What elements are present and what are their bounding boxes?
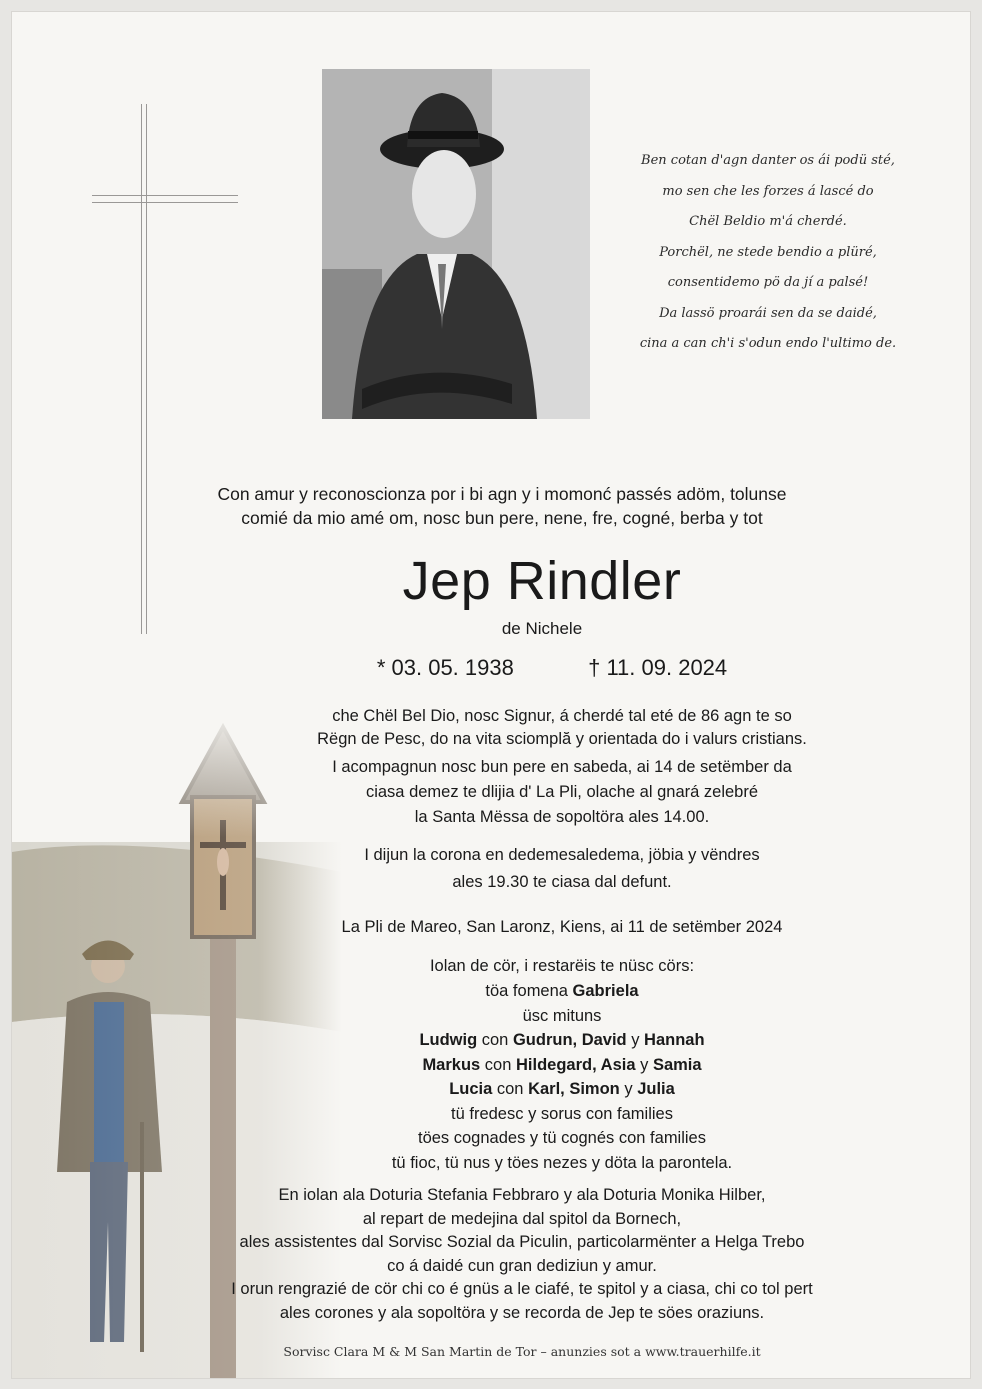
portrait-photo — [322, 69, 590, 419]
family-head: Iolan de cör, i restarëis te nüsc cörs: — [429, 957, 695, 975]
deceased-name: Jep Rindler — [402, 551, 682, 611]
family-wife: töa fomena Gabriela — [485, 982, 639, 1000]
intro-text — [212, 482, 792, 530]
thanks-line: al repart de medejina dal spitol da Bornech, — [362, 1209, 682, 1228]
family-row: Ludwig con Gudrun, David y Hannah — [419, 1031, 705, 1049]
birth-date: * 03. 05. 1938 — [376, 655, 514, 680]
footer-credit: Sorvisc Clara M & M San Martin de Tor – anunzies sot a www.trauerhilfe.it — [283, 1344, 761, 1359]
death-date: † 11. 09. 2024 — [588, 655, 728, 680]
life-dates — [342, 654, 762, 682]
poem-line: Da lassö proarái sen da se daidé, — [659, 305, 877, 321]
poem-line: Porchël, ne stede bendio a plüré, — [659, 244, 877, 260]
poem-line: Ben cotan d'agn danter os ái podü sté, — [641, 153, 895, 168]
family-row: Lucia con Karl, Simon y Julia — [449, 1080, 675, 1098]
cross-icon — [141, 104, 147, 634]
family-line: tü fioc, tü nus y töes nezes y döta la parontela. — [391, 1153, 733, 1172]
place-date: La Pli de Mareo, San Laronz, Kiens, ai 11 de setëmber 2024 — [341, 918, 783, 936]
poem — [612, 146, 924, 360]
funeral-line: I acompagnun nosc bun pere en sabeda, ai 14 de setëmber da — [332, 758, 792, 776]
deceased-nickname: de Nichele — [501, 619, 583, 638]
rosary-text — [272, 842, 852, 896]
thanks-line: co á daidé cun gran dediziun y amur. — [387, 1256, 657, 1275]
announcement-line: Rëgn de Pesc, do na vita sciomplă y orientada do i valurs cristians. — [317, 730, 807, 748]
announcement-line: che Chël Bel Dio, nosc Signur, á cherdé tal eté de 86 agn te so — [332, 707, 792, 725]
cross-icon-bar — [92, 195, 238, 203]
intro-line: comié da mio amé om, nosc bun pere, nene, fre, cogné, berba y tot — [241, 508, 763, 528]
family-children-label: üsc mituns — [522, 1006, 602, 1025]
intro-line: Con amur y reconoscionza por i bi agn y i momonć passés adöm, tolunse — [217, 484, 787, 504]
family-row: Markus con Hildegard, Asia y Samia — [422, 1055, 702, 1074]
funeral-line: la Santa Mëssa de sopoltöra ales 14.00. — [414, 808, 710, 826]
family-line: tü fredesc y sorus con families — [451, 1104, 673, 1123]
funeral-text — [272, 755, 852, 830]
thanks-line: ales assistentes dal Sorvisc Sozial da Piculin, particolarmënter a Helga Trebo — [239, 1233, 805, 1251]
funeral-line: ciasa demez te dlijia d' La Pli, olache al gnará zelebré — [365, 783, 759, 801]
thanks-line: ales corones y ala sopoltöra y se recorda de Jep te söes oraziuns. — [279, 1303, 765, 1322]
obituary-page — [11, 11, 971, 1379]
rosary-line: I dijun la corona en dedemesaledema, jöbia y vëndres — [364, 846, 760, 864]
thanks-line: I orun rengrazié de cör chi co é gnüs a le ciafé, te spitol y a ciasa, chi co tol pert — [231, 1280, 813, 1298]
family-line: töes cognades y tü cognés con families — [417, 1129, 706, 1147]
announcement-text — [272, 705, 852, 751]
family-list — [272, 954, 852, 1175]
poem-line: consentidemo pö da jí a palsé! — [667, 275, 869, 290]
poem-line: Chël Beldio m'á cherdé. — [689, 214, 847, 229]
thanks-text — [222, 1184, 822, 1325]
poem-line: mo sen che les forzes á lascé do — [662, 183, 874, 199]
poem-line: cina a can ch'i s'odun endo l'ultimo de. — [639, 336, 897, 351]
thanks-line: En iolan ala Doturia Stefania Febbraro y ala Doturia Monika Hilber, — [278, 1186, 766, 1204]
rosary-line: ales 19.30 te ciasa dal defunt. — [452, 873, 672, 891]
